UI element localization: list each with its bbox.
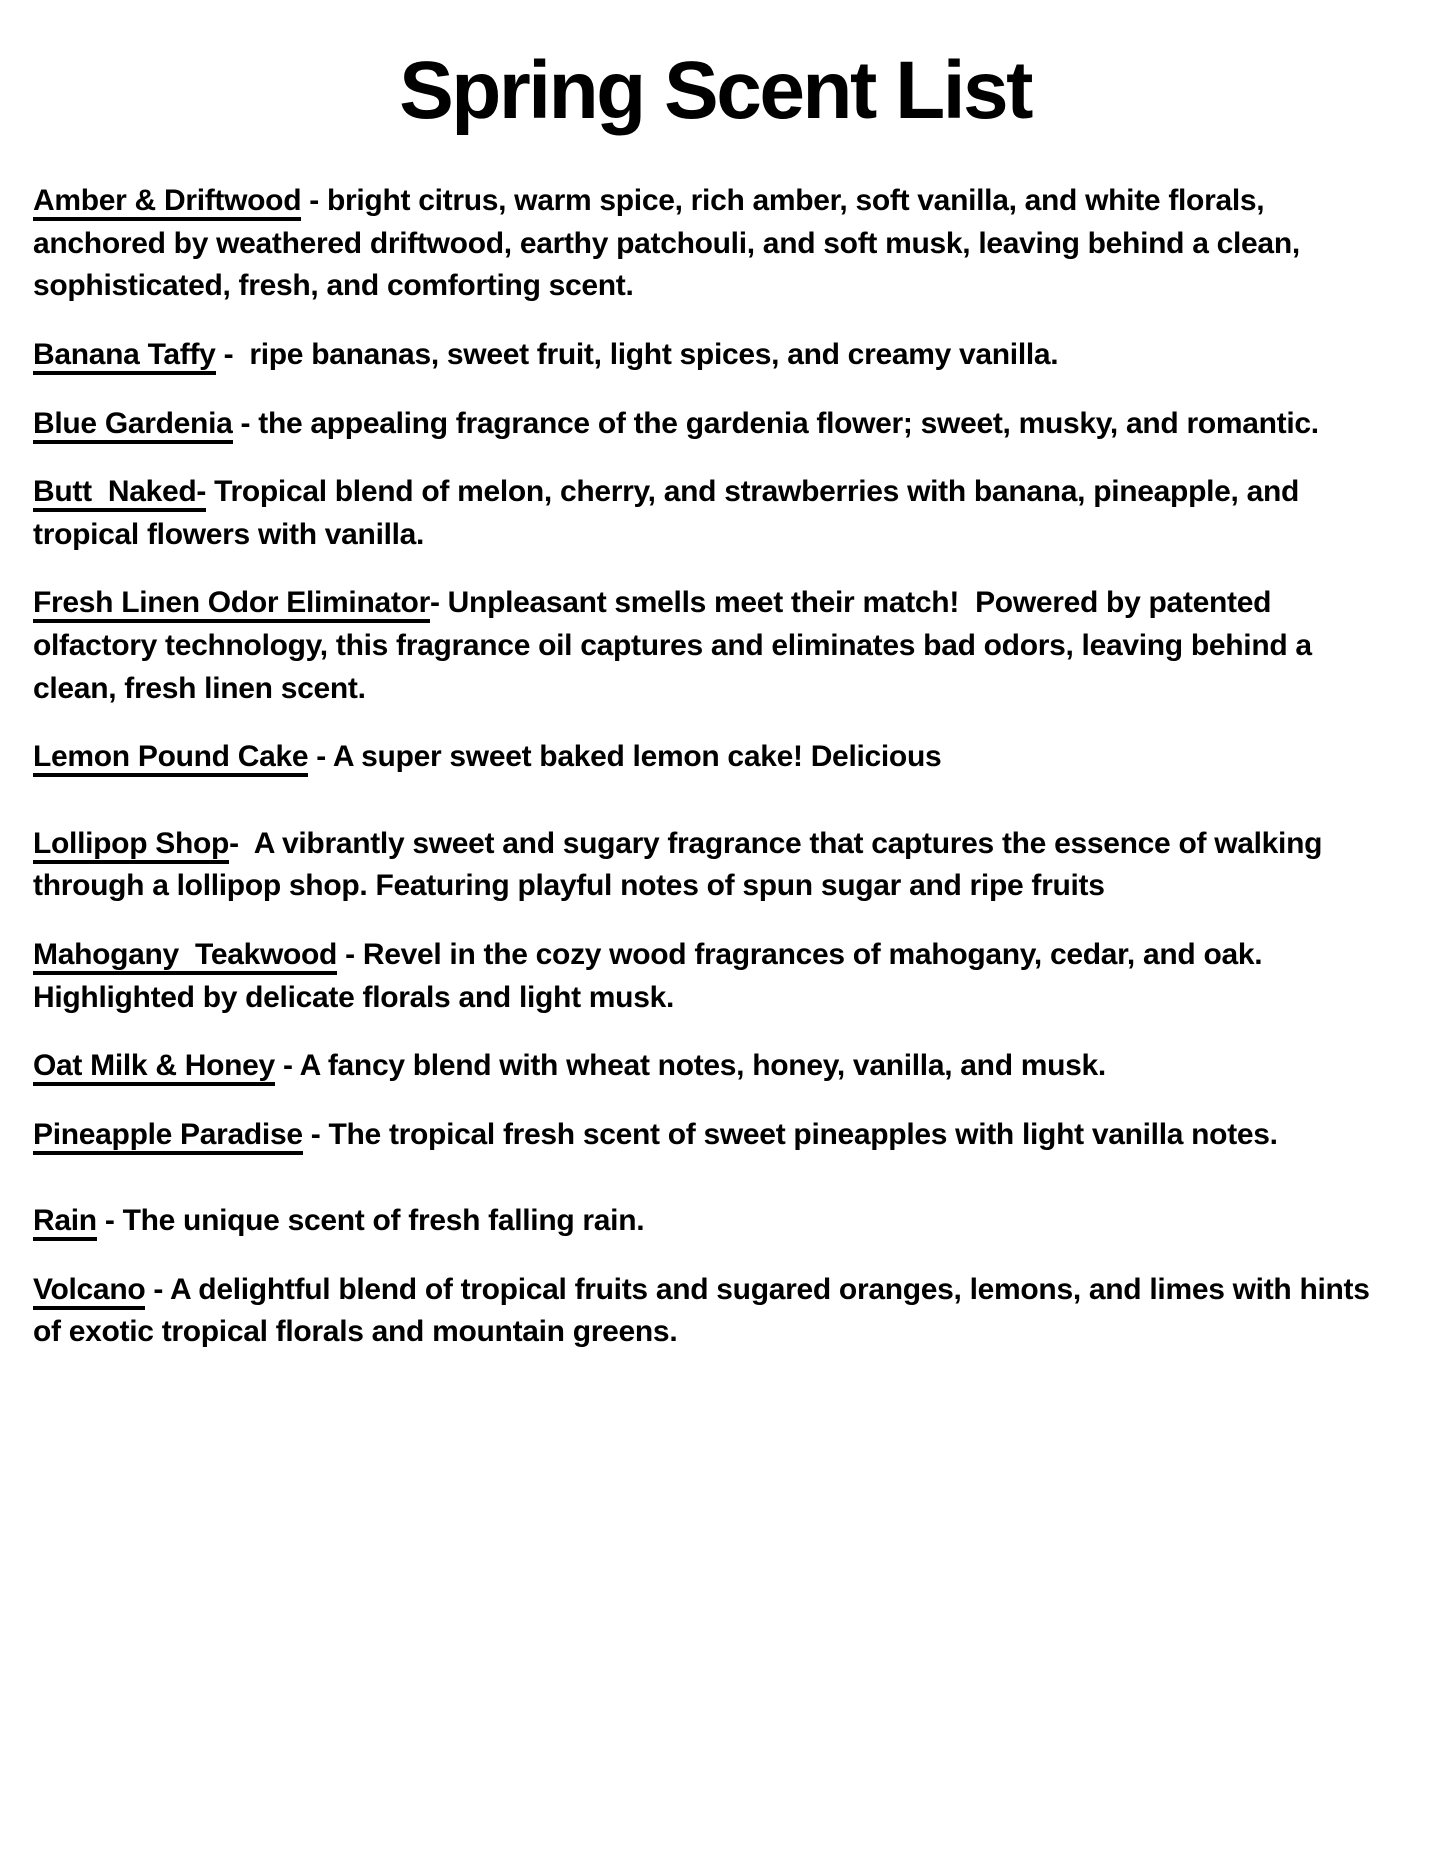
- scent-name: Pineapple Paradise: [33, 1118, 303, 1155]
- scent-description: - A super sweet baked lemon cake! Delicious: [308, 740, 942, 774]
- scent-name: Mahogany Teakwood: [33, 938, 337, 975]
- scent-name: Rain: [33, 1204, 97, 1241]
- scent-item-oat-milk-honey: [33, 1045, 1397, 1088]
- scent-description: - ripe bananas, sweet fruit, light spices, and creamy vanilla.: [215, 337, 1059, 371]
- scent-name: Volcano: [33, 1273, 145, 1310]
- scent-item-fresh-linen-odor-eliminator: [33, 582, 1397, 710]
- scent-item-volcano: [33, 1269, 1397, 1354]
- scent-description: - the appealing fragrance of the gardenia flower; sweet, musky, and romantic.: [232, 406, 1319, 440]
- scent-description: - The tropical fresh scent of sweet pineapples with light vanilla notes.: [302, 1117, 1278, 1151]
- scent-description: - A delightful blend of tropical fruits and sugared oranges, lemons, and limes with hints of exotic tropical florals and mountain greens.: [33, 1272, 1378, 1349]
- scent-name: Lemon Pound Cake: [33, 740, 308, 777]
- scent-item-butt-naked: [33, 471, 1397, 556]
- scent-description: - bright citrus, warm spice, rich amber, soft vanilla, and white florals, anchored by weathered driftwood, earthy patchouli, and soft musk, leaving behind a clean, sophisticated, fresh, and comforting scent.: [33, 184, 1308, 303]
- scent-description: - A fancy blend with wheat notes, honey, vanilla, and musk.: [274, 1049, 1106, 1083]
- scent-item-amber-driftwood: [33, 180, 1397, 308]
- scent-description: Tropical blend of melon, cherry, and strawberries with banana, pineapple, and tropical flowers with vanilla.: [33, 475, 1308, 551]
- scent-item-lemon-pound-cake: [33, 736, 1397, 779]
- scent-name: Banana Taffy: [33, 338, 216, 375]
- page-title: Spring Scent List: [399, 45, 1031, 136]
- scent-description: - Revel in the cozy wood fragrances of mahogany, cedar, and oak. Highlighted by delicate florals and light musk.: [33, 937, 1271, 1014]
- scent-name: Amber & Driftwood: [33, 184, 301, 221]
- scent-item-banana-taffy: [33, 334, 1397, 377]
- scent-name: Butt Naked-: [33, 475, 206, 512]
- scent-name: Oat Milk & Honey: [33, 1049, 275, 1086]
- scent-list: [33, 180, 1397, 1354]
- scent-name: Blue Gardenia: [33, 407, 233, 444]
- scent-description: - Unpleasant smells meet their match! Powered by patented olfactory technology, this fragrance oil captures and eliminates bad odors, leaving behind a clean, fresh linen scent.: [33, 586, 1320, 705]
- scent-name: Lollipop Shop: [33, 827, 229, 864]
- scent-item-blue-gardenia: [33, 403, 1397, 446]
- scent-item-rain: [33, 1200, 1397, 1243]
- scent-name: Fresh Linen Odor Eliminator: [33, 586, 430, 623]
- scent-description: - The unique scent of fresh falling rain.: [96, 1204, 645, 1238]
- scent-item-lollipop-shop: [33, 823, 1397, 908]
- scent-item-pineapple-paradise: [33, 1114, 1397, 1157]
- scent-item-mahogany-teakwood: [33, 934, 1397, 1019]
- scent-description: - A vibrantly sweet and sugary fragrance that captures the essence of walking through a lollipop shop. Featuring playful notes of spun sugar and ripe fruits: [33, 826, 1331, 903]
